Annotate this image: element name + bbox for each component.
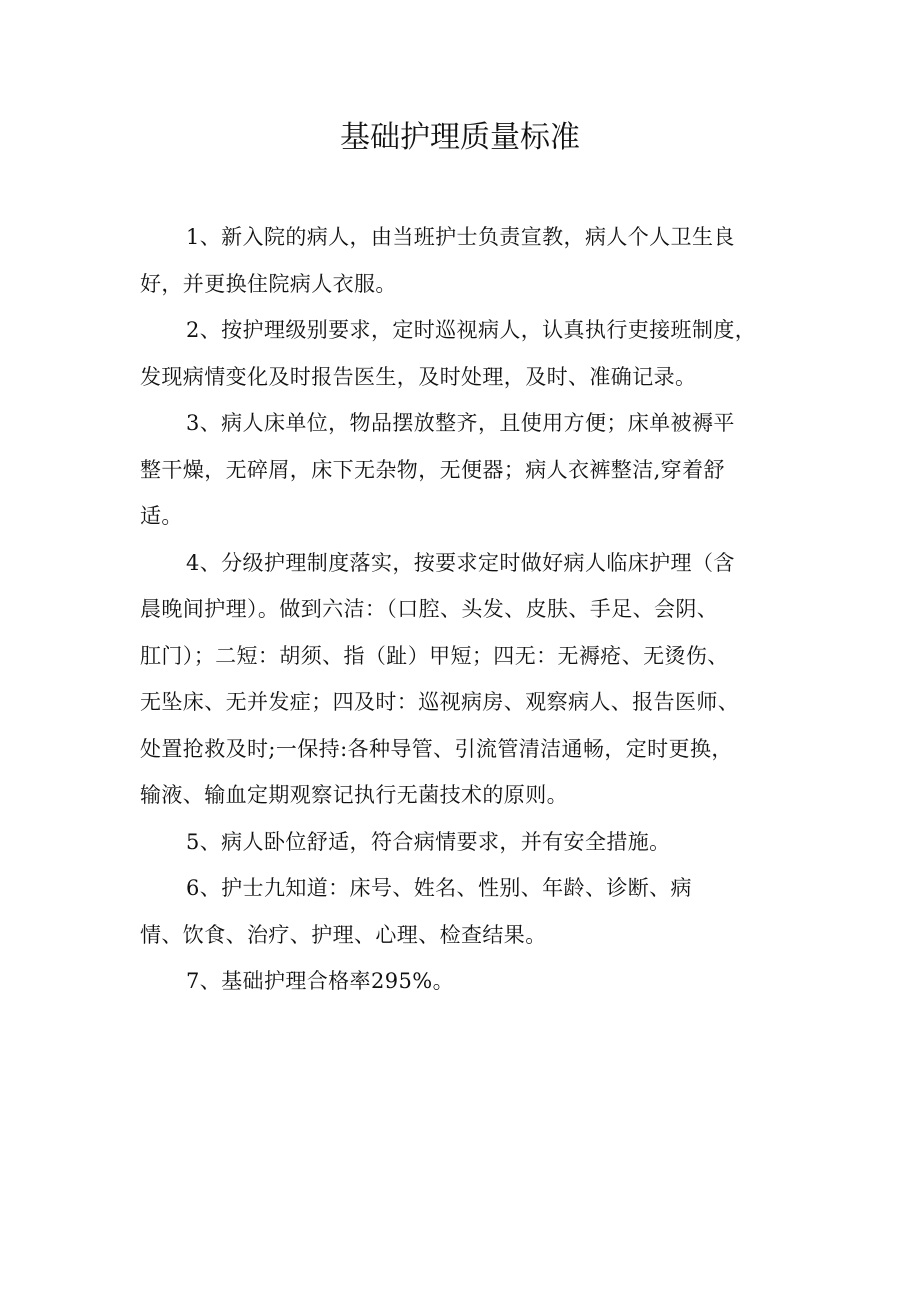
paragraph-line: 1、新入院的病人，由当班护士负责宣教，病人个人卫生良 bbox=[186, 225, 735, 249]
paragraph-line: 2、按护理级别要求，定时巡视病人，认真执行吏接班制度， bbox=[186, 318, 757, 342]
paragraph-1 bbox=[140, 214, 800, 307]
paragraph-line: 3、病人床单位，物品摆放整齐，且使用方便；床单被褥平 bbox=[186, 411, 735, 435]
paragraph-line: 处置抢救及时;一保持:各种导管、引流管清洁通畅，定时更换， bbox=[140, 736, 733, 761]
paragraph-line: 好，并更换住院病人衣服。 bbox=[140, 271, 397, 296]
paragraph-line: 4、分级护理制度落实，按要求定时做好病人临床护理（含 bbox=[186, 550, 735, 575]
paragraph-3 bbox=[140, 400, 800, 540]
paragraph-line: 晨晚间护理）。做到六洁：（口腔、头发、皮肤、手足、会阴、 bbox=[140, 597, 719, 621]
paragraph-line: 7、基础护理合格率295%。 bbox=[186, 969, 454, 993]
paragraph-line: 5、病人卧位舒适，符合病情要求，并有安全措施。 bbox=[186, 829, 671, 854]
paragraph-6 bbox=[140, 865, 800, 958]
paragraph-7 bbox=[140, 958, 800, 1005]
paragraph-line: 情、饮食、治疗、护理、心理、检查结果。 bbox=[140, 922, 547, 947]
document-body bbox=[140, 214, 800, 1005]
paragraph-2 bbox=[140, 307, 800, 400]
paragraph-line: 6、护士九知道：床号、姓名、性别、年龄、诊断、病 bbox=[186, 876, 692, 900]
paragraph-line: 肛门）；二短：胡须、指（趾）甲短；四无：无褥疮、无烫伤、 bbox=[140, 643, 729, 668]
document-title: 基础护理质量标准 bbox=[340, 120, 580, 155]
paragraph-line: 输液、输血定期观察记执行无菌技术的原则。 bbox=[140, 783, 568, 807]
paragraph-line: 无坠床、无并发症；四及时：巡视病房、观察病人、报告医师、 bbox=[140, 690, 740, 714]
paragraph-line: 适。 bbox=[140, 504, 183, 528]
paragraph-line: 整干燥，无碎屑，床下无杂物，无便器；病人衣裤整洁,穿着舒 bbox=[140, 457, 725, 482]
paragraph-line: 发现病情变化及时报告医生，及时处理，及时、准确记录。 bbox=[140, 364, 697, 389]
paragraph-5 bbox=[140, 819, 800, 866]
paragraph-4 bbox=[140, 540, 800, 819]
